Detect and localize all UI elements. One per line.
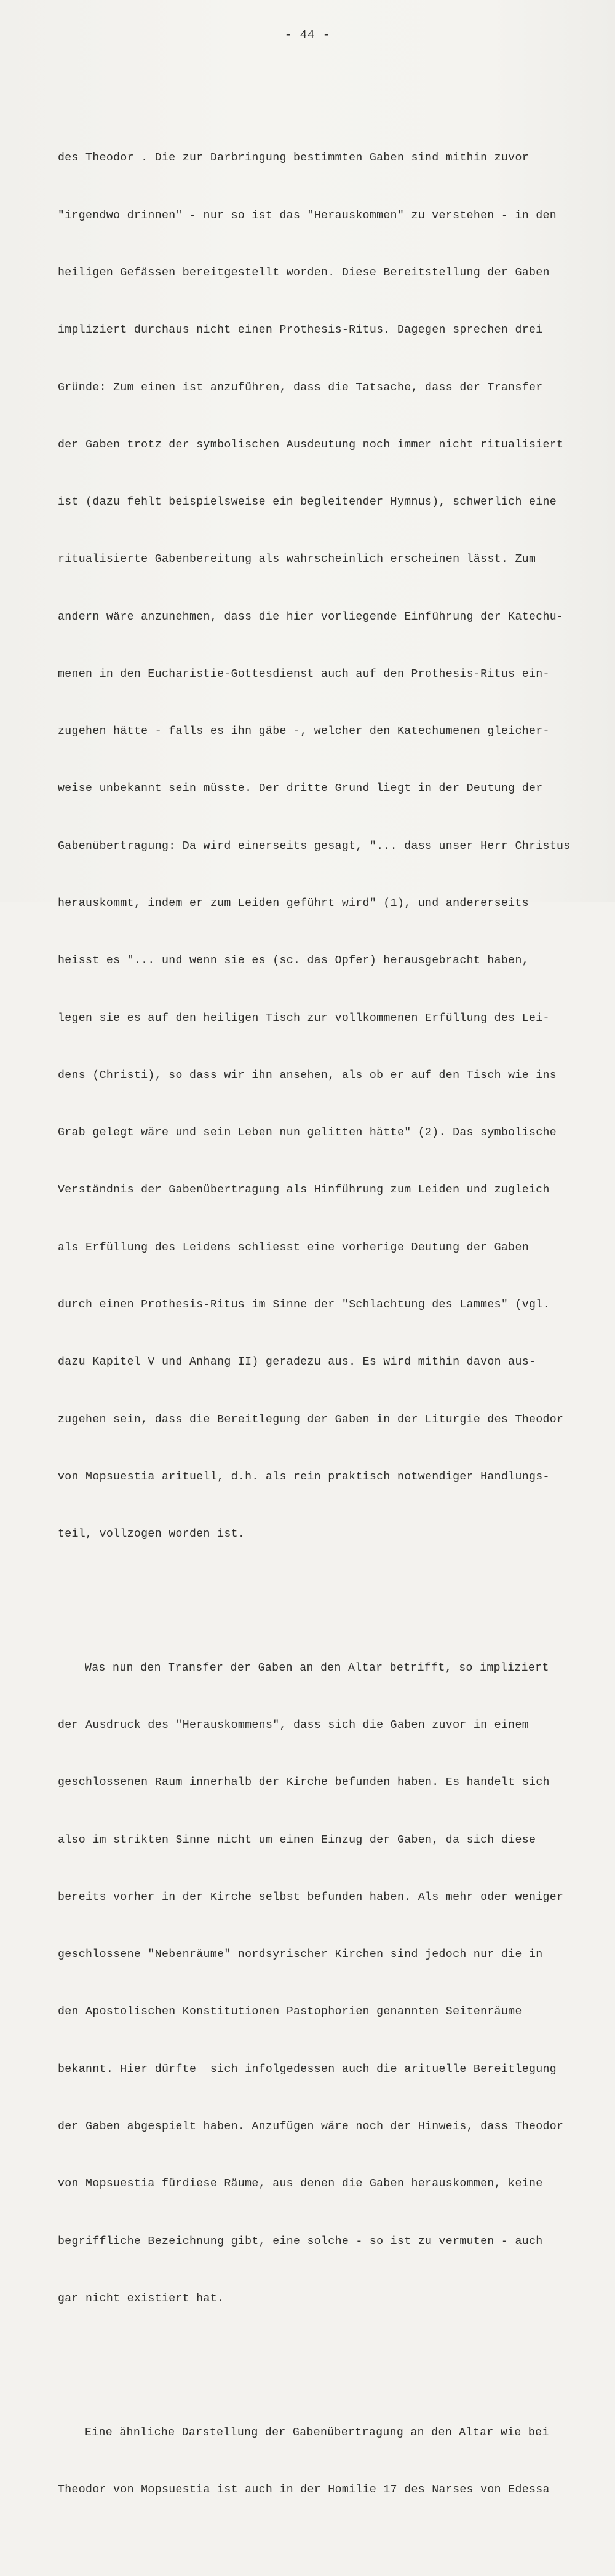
- text-line: teil, vollzogen worden ist.: [58, 1528, 245, 1541]
- text-line: den Apostolischen Konstitutionen Pastophorien genannten Seitenräume: [58, 2006, 522, 2019]
- text-line: der Gaben trotz der symbolischen Ausdeutung noch immer nicht ritualisiert: [58, 438, 564, 451]
- text-line: ist (dazu fehlt beispielsweise ein begleitender Hymnus), schwerlich eine: [58, 496, 557, 509]
- text-line: des Theodor . Die zur Darbringung bestimmten Gaben sind mithin zuvor: [58, 152, 529, 165]
- text-line: Verständnis der Gabenübertragung als Hinführung zum Leiden und zugleich: [58, 1184, 550, 1197]
- text-line: von Mopsuestia fürdiese Räume, aus denen die Gaben herauskommen, keine: [58, 2178, 543, 2191]
- text-line: also im strikten Sinne nicht um einen Einzug der Gaben, da sich diese: [58, 1834, 536, 1846]
- paragraph-1: [58, 111, 593, 1582]
- text-line: Eine ähnliche Darstellung der Gabenübertragung an den Altar wie bei: [85, 2426, 549, 2439]
- text-line: begriffliche Bezeichnung gibt, eine solche - so ist zu vermuten - auch: [58, 2235, 543, 2248]
- text-line: geschlossenen Raum innerhalb der Kirche befunden haben. Es handelt sich: [58, 1776, 550, 1789]
- text-line: ritualisierte Gabenbereitung als wahrscheinlich erscheinen lässt. Zum: [58, 553, 536, 566]
- text-line: andern wäre anzunehmen, dass die hier vorliegende Einführung der Katechu-: [58, 610, 564, 623]
- text-line: bereits vorher in der Kirche selbst befunden haben. Als mehr oder weniger: [58, 1891, 564, 1904]
- text-line: dens (Christi), so dass wir ihn ansehen, als ob er auf den Tisch wie ins: [58, 1069, 557, 1082]
- text-line: menen in den Eucharistie-Gottesdienst auch auf den Prothesis-Ritus ein-: [58, 668, 550, 680]
- text-line: zugehen hätte - falls es ihn gäbe -, welcher den Katechumenen gleicher-: [58, 725, 550, 738]
- text-line: als Erfüllung des Leidens schliesst eine vorherige Deutung der Gaben: [58, 1241, 529, 1254]
- text-line: der Ausdruck des "Herauskommens", dass sich die Gaben zuvor in einem: [58, 1719, 529, 1732]
- paragraph-3: [58, 2385, 593, 2538]
- text-line: durch einen Prothesis-Ritus im Sinne der "Schlachtung des Lammes" (vgl.: [58, 1299, 550, 1311]
- text-line: "irgendwo drinnen" - nur so ist das "Herauskommen" zu verstehen - in den: [58, 209, 557, 222]
- text-line: dazu Kapitel V und Anhang II) geradezu aus. Es wird mithin davon aus-: [58, 1356, 536, 1369]
- body-text: [58, 73, 593, 2576]
- text-line: herauskommt, indem er zum Leiden geführt wird" (1), und andererseits: [58, 897, 529, 910]
- text-line: geschlossene "Nebenräume" nordsyrischer Kirchen sind jedoch nur die in: [58, 1948, 543, 1961]
- text-line: Was nun den Transfer der Gaben an den Altar betrifft, so impliziert: [85, 1661, 549, 1674]
- text-line: heiligen Gefässen bereitgestellt worden. Diese Bereitstellung der Gaben: [58, 266, 550, 279]
- text-line: von Mopsuestia arituell, d.h. als rein praktisch notwendiger Handlungs-: [58, 1470, 550, 1483]
- text-line: impliziert durchaus nicht einen Prothesis-Ritus. Dagegen sprechen drei: [58, 324, 543, 337]
- text-line: zugehen sein, dass die Bereitlegung der Gaben in der Liturgie des Theodor: [58, 1413, 564, 1426]
- text-line: bekannt. Hier dürfte sich infolgedessen auch die arituelle Bereitlegung: [58, 2063, 557, 2076]
- paragraph-2: [58, 1621, 593, 2347]
- text-line: Gabenübertragung: Da wird einerseits gesagt, "... dass unser Herr Christus: [58, 840, 571, 853]
- page-number: - 44 -: [284, 28, 331, 42]
- text-line: Grab gelegt wäre und sein Leben nun gelitten hätte" (2). Das symbolische: [58, 1127, 557, 1140]
- text-line: weise unbekannt sein müsste. Der dritte Grund liegt in der Deutung der: [58, 782, 543, 795]
- text-line: Theodor von Mopsuestia ist auch in der Homilie 17 des Narses von Edessa: [58, 2483, 550, 2496]
- text-line: der Gaben abgespielt haben. Anzufügen wäre noch der Hinweis, dass Theodor: [58, 2121, 564, 2133]
- text-line: Gründe: Zum einen ist anzuführen, dass die Tatsache, dass der Transfer: [58, 381, 543, 394]
- text-line: heisst es "... und wenn sie es (sc. das Opfer) herausgebracht haben,: [58, 955, 529, 967]
- text-line: gar nicht existiert hat.: [58, 2292, 224, 2305]
- text-line: legen sie es auf den heiligen Tisch zur vollkommenen Erfüllung des Lei-: [58, 1012, 550, 1025]
